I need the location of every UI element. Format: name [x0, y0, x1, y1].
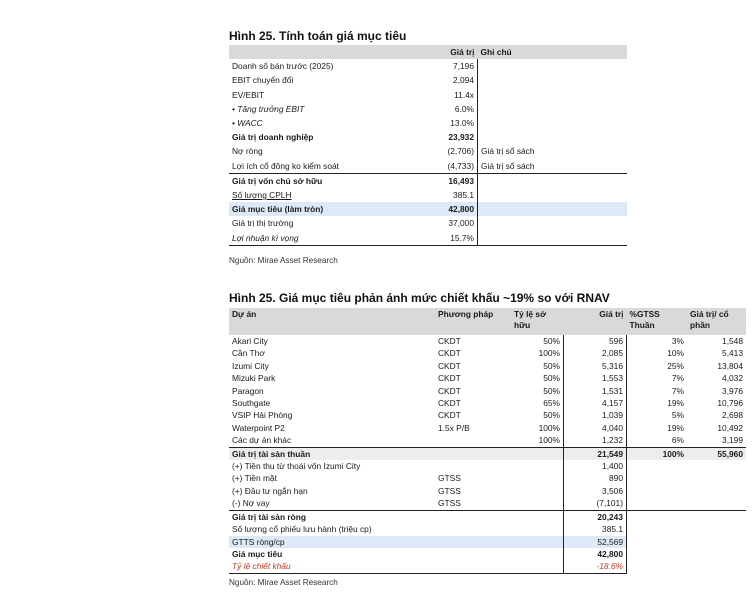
- header-pct: %GTSS Thuần: [627, 308, 688, 335]
- nav-label: Giá trị tài sản ròng: [232, 511, 306, 522]
- project-name: Izumi City: [232, 360, 269, 371]
- header-method: Phương pháp: [435, 308, 511, 335]
- project-per-share: 5,413: [722, 348, 743, 359]
- empty-cell: [687, 497, 746, 510]
- project-per-share: 13,804: [717, 360, 743, 371]
- discount-label: Tỷ lệ chiết khấu: [229, 560, 435, 573]
- project-value: 1,039: [564, 409, 627, 421]
- empty-cell: [435, 548, 511, 560]
- project-ownership: 50%: [543, 373, 560, 384]
- row-note: [478, 202, 628, 216]
- adjustment-row: [229, 485, 746, 497]
- adjustment-value: (7,101): [564, 497, 627, 510]
- project-name: Akari City: [232, 336, 268, 346]
- row-label: Giá mục tiêu (làm tròn): [229, 202, 405, 216]
- row-value: 23,932: [405, 130, 478, 144]
- total-net-pct: 100%: [627, 447, 688, 460]
- project-method: CKDT: [438, 410, 461, 421]
- table-row: [229, 231, 627, 246]
- shares-row: [229, 523, 746, 535]
- row-note: [478, 88, 628, 102]
- row-value: 11.4x: [405, 88, 478, 102]
- row-note: [478, 173, 628, 188]
- project-method: 1.5x P/B: [438, 422, 470, 433]
- row-label: EV/EBIT: [232, 89, 265, 100]
- adjustment-value: 3,506: [564, 485, 627, 497]
- row-label: Giá trị thị trường: [232, 218, 294, 229]
- row-value: 2,094: [405, 73, 478, 87]
- project-method: [435, 434, 511, 447]
- adjustment-label: (+) Đầu tư ngắn hạn: [232, 485, 308, 496]
- table-row: [229, 360, 746, 372]
- row-value: 37,000: [405, 216, 478, 230]
- empty-cell: [627, 523, 688, 535]
- table-row: [229, 159, 627, 174]
- project-method: CKDT: [438, 398, 461, 409]
- adjustment-value: 890: [564, 472, 627, 484]
- total-net-row: [229, 447, 746, 460]
- project-value: 596: [564, 335, 627, 347]
- header-value: Giá trị: [564, 308, 627, 335]
- header-per-share: Giá trị/ cổ phần: [687, 308, 746, 335]
- table-row: [229, 335, 746, 347]
- row-value: 13.0%: [405, 116, 478, 130]
- empty-cell: [687, 536, 746, 548]
- row-label: • Tăng trưởng EBIT: [232, 103, 305, 114]
- table-header: [229, 308, 746, 335]
- row-value: 42,800: [405, 202, 478, 216]
- project-per-share: 4,032: [722, 373, 743, 384]
- empty-cell: [511, 447, 564, 460]
- project-name: Các dự án khác: [232, 435, 292, 446]
- header-value: Giá trị: [405, 45, 478, 59]
- adjustment-row: [229, 472, 746, 484]
- row-value: 6.0%: [405, 102, 478, 116]
- project-value: 1,553: [564, 372, 627, 384]
- nav-per-share-label: GTTS ròng/cp: [229, 536, 435, 548]
- empty-cell: [435, 536, 511, 548]
- row-label: EBIT chuyển đổi: [232, 75, 294, 86]
- row-note: [478, 130, 628, 144]
- adjustment-value: 1,400: [564, 460, 627, 472]
- empty-cell: [687, 460, 746, 472]
- table-row: [229, 73, 627, 87]
- total-net-label: Giá trị tài sản thuần: [229, 447, 435, 460]
- adjustment-method: [435, 460, 511, 472]
- empty-cell: [627, 548, 688, 560]
- project-method: CKDT: [438, 385, 461, 396]
- table-row: [229, 434, 746, 447]
- empty-cell: [627, 485, 688, 497]
- project-ownership: 100%: [538, 348, 560, 359]
- row-value: (4,733): [405, 159, 478, 174]
- table-row: [229, 409, 746, 421]
- target-row: [229, 548, 746, 560]
- row-label: Số lượng CPLH: [232, 190, 292, 201]
- table-header: [229, 45, 627, 59]
- empty-cell: [687, 548, 746, 560]
- empty-cell: [627, 510, 688, 523]
- project-ownership: 50%: [543, 385, 560, 396]
- nav-value: 20,243: [564, 510, 627, 523]
- project-pct: 6%: [671, 435, 684, 446]
- project-name: Mizuki Park: [232, 373, 276, 384]
- nav-per-share-value: 52,569: [564, 536, 627, 548]
- table-row: [229, 188, 627, 202]
- row-label: Giá trị vốn chủ sở hữu: [229, 173, 405, 188]
- project-per-share: 3,976: [722, 385, 743, 396]
- project-value: 1,531: [564, 385, 627, 397]
- adjustment-method: GTSS: [438, 473, 461, 484]
- target-price-table: [229, 45, 627, 246]
- project-value: 4,157: [564, 397, 627, 409]
- empty-cell: [511, 510, 564, 523]
- project-name: Paragon: [232, 385, 264, 396]
- empty-cell: [435, 447, 511, 460]
- empty-cell: [435, 560, 511, 573]
- table-row: [229, 422, 746, 434]
- row-note: Giá trị sổ sách: [481, 160, 535, 171]
- project-pct: 25%: [667, 360, 684, 371]
- adjustment-row: [229, 497, 746, 510]
- table-row: [229, 385, 746, 397]
- discount-row: [229, 560, 746, 573]
- empty-cell: [627, 536, 688, 548]
- nav-row: [229, 510, 746, 523]
- project-per-share: 3,199: [722, 435, 743, 446]
- empty-cell: [511, 485, 564, 497]
- shares-label: Số lượng cổ phiếu lưu hành (triệu cp): [232, 524, 372, 535]
- table-row: [229, 173, 627, 188]
- empty-cell: [687, 523, 746, 535]
- row-value: (2,706): [405, 144, 478, 158]
- project-pct: 19%: [667, 422, 684, 433]
- total-net-per-share: 55,960: [687, 447, 746, 460]
- adjustment-row: [229, 460, 746, 472]
- adjustment-label: (-) Nợ vay: [229, 497, 435, 510]
- project-name: Southgate: [232, 398, 271, 409]
- empty-cell: [511, 472, 564, 484]
- project-name: Waterpoint P2: [232, 422, 285, 433]
- row-note: [478, 188, 628, 202]
- target-label: Giá mục tiêu: [232, 548, 283, 559]
- project-ownership: 100%: [538, 435, 560, 446]
- project-name: VSIP Hải Phòng: [232, 410, 293, 421]
- empty-cell: [627, 460, 688, 472]
- project-name: Cần Thơ: [232, 348, 265, 359]
- row-label: Lợi nhuận kì vọng: [229, 231, 405, 246]
- adjustment-label: (+) Tiền mặt: [232, 473, 277, 484]
- project-method: CKDT: [438, 373, 461, 384]
- project-method: CKDT: [438, 336, 461, 346]
- row-note: [478, 73, 628, 87]
- table-row: [229, 102, 627, 116]
- row-value: 385.1: [405, 188, 478, 202]
- header-label: [229, 45, 405, 59]
- row-note: [478, 102, 628, 116]
- header-project: Dự án: [229, 308, 435, 335]
- header-note: Ghi chú: [478, 45, 628, 59]
- empty-cell: [511, 560, 564, 573]
- header-ownership: Tỷ lệ sở hữu: [511, 308, 564, 335]
- project-per-share: 1,548: [722, 336, 743, 346]
- empty-cell: [511, 497, 564, 510]
- empty-cell: [511, 536, 564, 548]
- empty-cell: [687, 472, 746, 484]
- project-per-share: 10,492: [717, 422, 743, 433]
- project-value: 2,085: [564, 347, 627, 359]
- project-pct: 19%: [667, 398, 684, 409]
- project-method: CKDT: [438, 348, 461, 359]
- shares-value: 385.1: [564, 523, 627, 535]
- project-pct: 3%: [671, 336, 684, 346]
- empty-cell: [627, 472, 688, 484]
- table-row: [229, 144, 627, 158]
- adjustment-method: GTSS: [438, 485, 461, 496]
- empty-cell: [511, 523, 564, 535]
- empty-cell: [687, 510, 746, 523]
- empty-cell: [511, 548, 564, 560]
- total-net-value: 21,549: [564, 447, 627, 460]
- table-row: [229, 116, 627, 130]
- project-per-share: 10,796: [717, 398, 743, 409]
- row-label: Giá trị doanh nghiệp: [232, 132, 314, 143]
- table-row: [229, 130, 627, 144]
- table-row: [229, 397, 746, 409]
- row-value: 15.7%: [405, 231, 478, 246]
- nav-per-share-row: [229, 536, 746, 548]
- row-value: 7,196: [405, 59, 478, 73]
- project-pct: 5%: [671, 410, 684, 421]
- project-per-share: 2,698: [722, 410, 743, 421]
- table-row: [229, 347, 746, 359]
- table-row: [229, 216, 627, 230]
- project-value: 4,040: [564, 422, 627, 434]
- table-row: [229, 372, 746, 384]
- row-note: [478, 216, 628, 230]
- row-note: [478, 59, 628, 73]
- row-value: 16,493: [405, 173, 478, 188]
- row-label: • WACC: [232, 118, 263, 129]
- empty-cell: [687, 485, 746, 497]
- project-ownership: 65%: [543, 398, 560, 409]
- project-pct: 7%: [671, 385, 684, 396]
- table-row: [229, 202, 627, 216]
- target-value: 42,800: [564, 548, 627, 560]
- project-ownership: 100%: [538, 422, 560, 433]
- row-note: [478, 231, 628, 246]
- table-row: [229, 59, 627, 73]
- empty-cell: [435, 523, 511, 535]
- empty-cell: [435, 510, 511, 523]
- table-row: [229, 88, 627, 102]
- empty-cell: [627, 497, 688, 510]
- adjustment-method: GTSS: [435, 497, 511, 510]
- figure2-title: Hình 25. Giá mục tiêu phản ánh mức chiết khấu ~19% so với RNAV: [229, 291, 610, 305]
- project-ownership: 50%: [543, 360, 560, 371]
- row-note: [478, 116, 628, 130]
- row-label: Doanh số bán trước (2025): [232, 61, 334, 72]
- project-value: 1,232: [564, 434, 627, 447]
- empty-cell: [687, 560, 746, 573]
- empty-cell: [511, 460, 564, 472]
- empty-cell: [627, 560, 688, 573]
- rnav-table: [229, 308, 746, 574]
- project-pct: 10%: [667, 348, 684, 359]
- project-pct: 7%: [671, 373, 684, 384]
- row-label: Lợi ích cổ đông ko kiểm soát: [232, 160, 339, 171]
- row-label: Nợ ròng: [232, 146, 263, 157]
- adjustment-label: (+) Tiền thu từ thoái vốn Izumi City: [232, 461, 361, 472]
- row-note: Giá trị sổ sách: [481, 146, 535, 157]
- discount-value: -18.6%: [564, 560, 627, 573]
- project-ownership: 50%: [543, 336, 560, 346]
- project-ownership: 50%: [543, 410, 560, 421]
- project-value: 5,316: [564, 360, 627, 372]
- figure2-source: Nguồn: Mirae Asset Research: [229, 578, 338, 587]
- figure1-title: Hình 25. Tính toán giá mục tiêu: [229, 29, 407, 43]
- project-method: CKDT: [438, 360, 461, 371]
- figure1-source: Nguồn: Mirae Asset Research: [229, 256, 338, 265]
